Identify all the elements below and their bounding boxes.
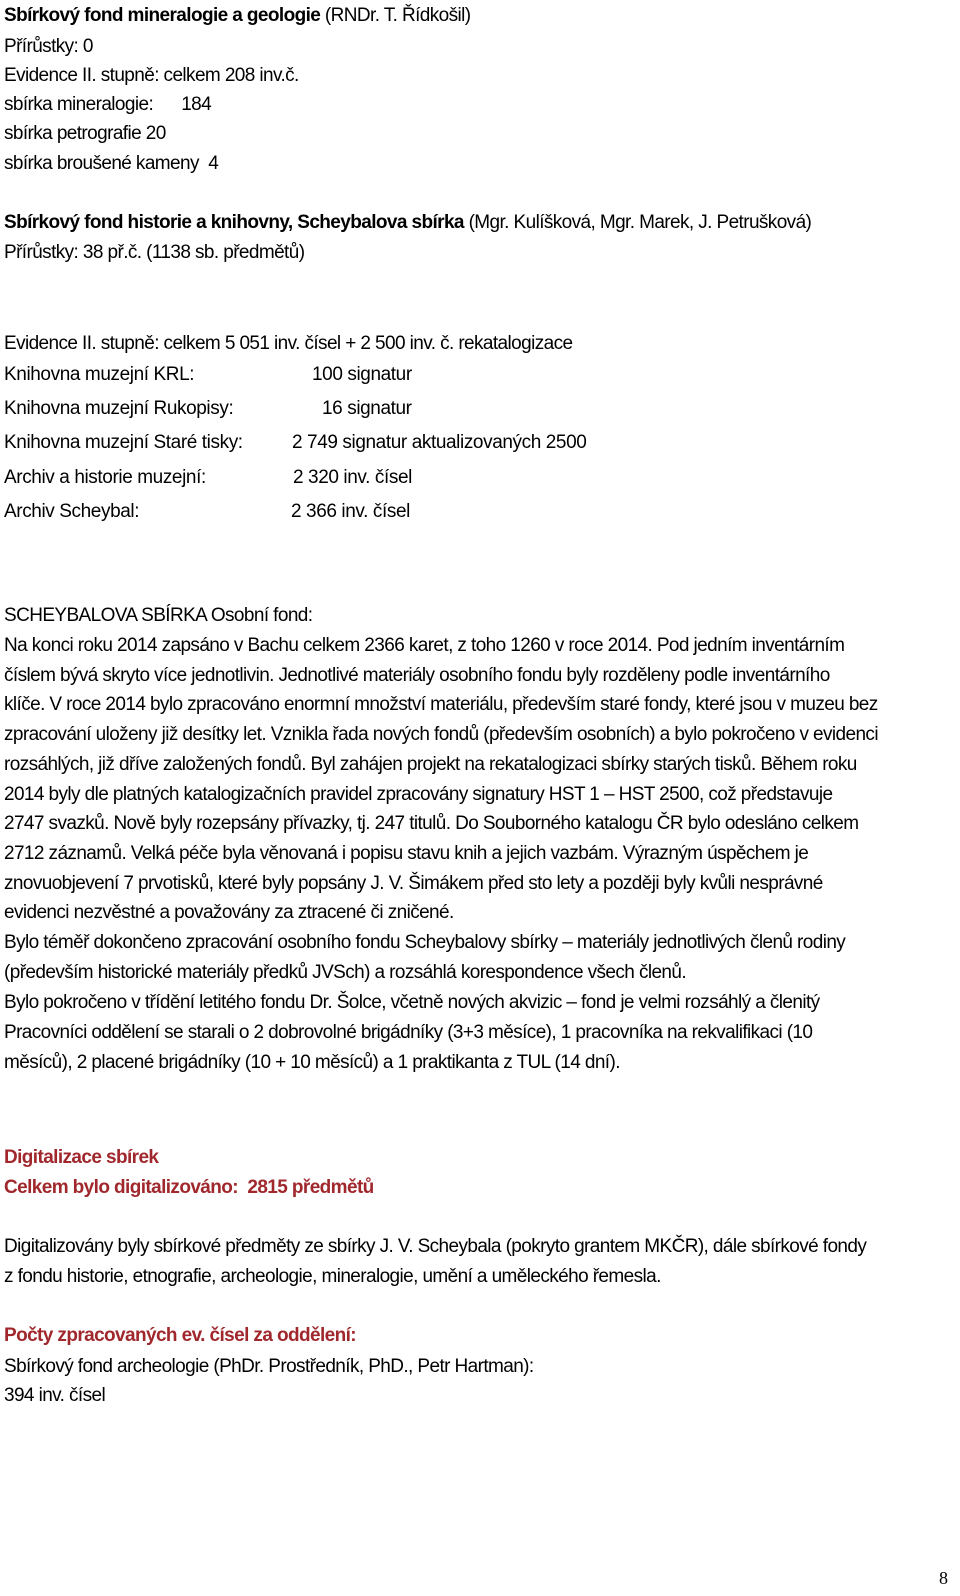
- table-label: Archiv Scheybal:: [4, 501, 140, 522]
- table-value: 2 749 signatur aktualizovaných 2500: [292, 432, 587, 453]
- mineralogie-heading: [4, 4, 470, 28]
- pocty-heading: Počty zpracovaných ev. čísel za oddělení:: [4, 1325, 357, 1346]
- digitalizace-total: Celkem bylo digitalizováno: 2815 předmětů: [4, 1177, 374, 1198]
- digitalizace-heading: Digitalizace sbírek: [4, 1147, 159, 1168]
- table-value: 2 366 inv. čísel: [291, 501, 410, 522]
- scheybal-line: rozsáhlých, již dříve založených fondů. Byl zahájen projekt na rekatalogizaci sbírky starých tisků. Během roku: [4, 754, 857, 775]
- historie-heading-bold: Sbírkový fond historie a knihovny, Scheybalova sbírka: [4, 212, 464, 233]
- scheybal-line: Pracovníci oddělení se starali o 2 dobrovolné brigádníky (3+3 měsíce), 1 pracovníka na rekvalifikaci (10: [4, 1022, 813, 1043]
- scheybal-line: znovuobjevení 7 prvotisků, které byly popsány J. V. Šimákem před sto lety a později byly kvůli nesprávné: [4, 873, 823, 894]
- scheybal-line: 2747 svazků. Nově byly rozepsány přívazky, tj. 247 titulů. Do Souborného katalogu ČR bylo odesláno celkem: [4, 813, 859, 834]
- scheybal-line: Na konci roku 2014 zapsáno v Bachu celkem 2366 karet, z toho 1260 v roce 2014. Pod jedním inventárním: [4, 635, 845, 656]
- scheybal-line: Bylo téměř dokončeno zpracování osobního fondu Scheybalovy sbírky – materiály jednotlivých členů rodiny: [4, 932, 846, 953]
- historie-prirustky: Přírůstky: 38 př.č. (1138 sb. předmětů): [4, 242, 305, 263]
- table-label: Knihovna muzejní Staré tisky:: [4, 432, 243, 453]
- historie-heading: [4, 211, 811, 235]
- mineralogie-line: sbírka broušené kameny 4: [4, 153, 219, 174]
- scheybal-line: 2014 byly dle platných katalogizačních pravidel zpracovány signatury HST 1 – HST 2500, což představuje: [4, 784, 833, 805]
- table-label: Knihovna muzejní Rukopisy:: [4, 398, 234, 419]
- table-value: 16 signatur: [322, 398, 412, 419]
- mineralogie-line: Evidence II. stupně: celkem 208 inv.č.: [4, 65, 299, 86]
- scheybal-line: 2712 záznamů. Velká péče byla věnovaná i popisu stavu knih a jejich vazbám. Výrazným úspěchem je: [4, 843, 809, 864]
- scheybal-line: (především historické materiály předků JVSch) a rozsáhlá korespondence všech členů.: [4, 962, 687, 983]
- table-label: Archiv a historie muzejní:: [4, 467, 206, 488]
- scheybal-line: Bylo pokročeno v třídění letitého fondu Dr. Šolce, včetně nových akvizic – fond je velmi rozsáhlý a členitý: [4, 992, 820, 1013]
- mineralogie-line: Přírůstky: 0: [4, 36, 93, 57]
- page-number: 8: [939, 1568, 948, 1588]
- historie-heading-rest: (Mgr. Kulíšková, Mgr. Marek, J. Petrušková): [463, 212, 812, 233]
- mineralogie-line: sbírka petrografie 20: [4, 123, 166, 144]
- scheybal-line: měsíců), 2 placené brigádníky (10 + 10 měsíců) a 1 praktikanta z TUL (14 dní).: [4, 1052, 620, 1073]
- digitalizace-line: Digitalizovány byly sbírkové předměty ze sbírky J. V. Scheybala (pokryto grantem MKČR), dále sbírkové fondy: [4, 1236, 867, 1257]
- pocty-line: 394 inv. čísel: [4, 1385, 106, 1406]
- table-label: Knihovna muzejní KRL:: [4, 364, 195, 385]
- historie-evidence: Evidence II. stupně: celkem 5 051 inv. čísel + 2 500 inv. č. rekatalogizace: [4, 333, 573, 354]
- scheybal-line: klíče. V roce 2014 bylo zpracováno enormní množství materiálu, především staré fondy, které jsou v muzeu bez: [4, 694, 878, 715]
- mineralogie-line: sbírka mineralogie: 184: [4, 94, 212, 115]
- digitalizace-line: z fondu historie, etnografie, archeologie, mineralogie, umění a uměleckého řemesla.: [4, 1266, 661, 1287]
- scheybal-line: evidenci nezvěstné a považovány za ztracené či zničené.: [4, 902, 454, 923]
- table-value: 100 signatur: [312, 364, 412, 385]
- scheybal-heading: SCHEYBALOVA SBÍRKA Osobní fond:: [4, 605, 313, 626]
- pocty-line: Sbírkový fond archeologie (PhDr. Prostředník, PhD., Petr Hartman):: [4, 1356, 534, 1377]
- mineralogie-heading-rest: (RNDr. T. Řídkošil): [320, 5, 471, 26]
- scheybal-line: zpracování uloženy již desítky let. Vznikla řada nových fondů (především osobních) a bylo pokročeno v evidenci: [4, 724, 878, 745]
- mineralogie-heading-bold: Sbírkový fond mineralogie a geologie: [4, 5, 321, 26]
- scheybal-line: číslem bývá skryto více jednotlivin. Jednotlivé materiály osobního fondu byly rozděleny podle inventárního: [4, 665, 830, 686]
- table-value: 2 320 inv. čísel: [293, 467, 412, 488]
